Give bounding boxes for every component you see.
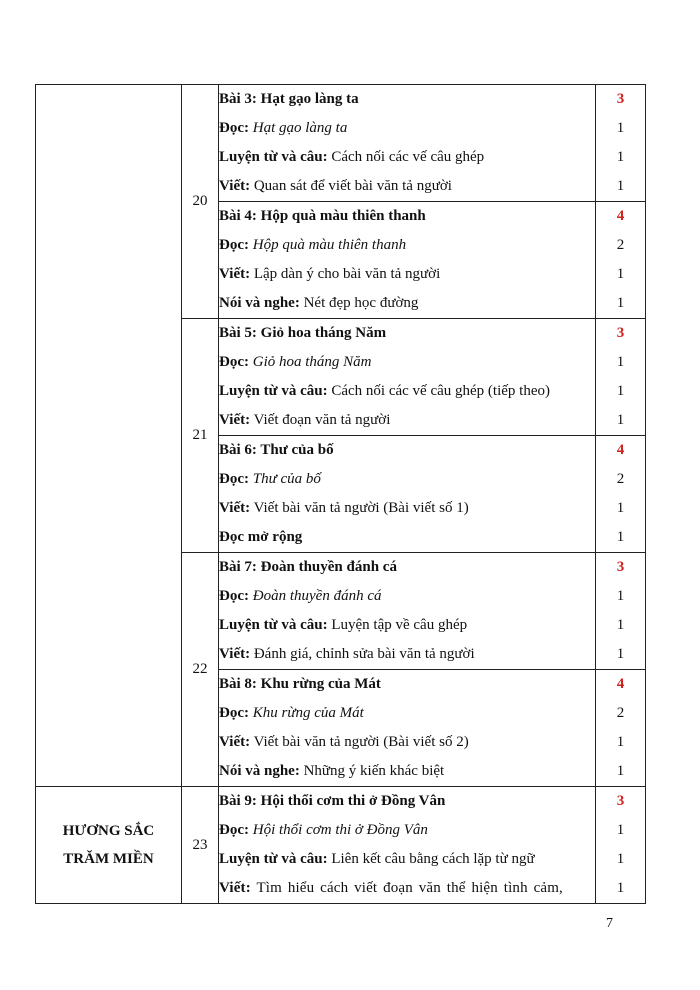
- lesson-period-total: 4: [616, 676, 625, 692]
- week-cell: 22: [182, 553, 219, 787]
- item-periods: 1: [616, 295, 625, 311]
- lesson-item: Viết: Viết bài văn tả người (Bài viết số 1): [219, 500, 469, 516]
- week-cell: 21: [182, 319, 219, 553]
- item-periods: 1: [616, 588, 625, 604]
- page-number: 7: [606, 916, 613, 931]
- item-periods: 1: [616, 646, 625, 662]
- item-periods: 1: [616, 822, 625, 838]
- lesson-period-total: 3: [616, 793, 625, 809]
- lesson-item: Đọc: Hội thổi cơm thi ở Đồng Vân: [219, 822, 428, 838]
- lesson-period-total: 3: [616, 325, 625, 341]
- lesson-title: Bài 8: Khu rừng của Mát: [219, 676, 381, 692]
- item-periods: 1: [616, 851, 625, 867]
- item-periods: 1: [616, 763, 625, 779]
- lesson-title: Bài 3: Hạt gạo làng ta: [219, 91, 359, 107]
- lesson-item: Viết: Viết bài văn tả người (Bài viết số 2): [219, 734, 469, 750]
- week-cell: 23: [182, 787, 219, 904]
- lesson-item: Đọc mở rộng: [219, 529, 303, 545]
- lesson-title: Bài 4: Hộp quà màu thiên thanh: [219, 208, 426, 224]
- lesson-title: Bài 6: Thư của bố: [219, 442, 334, 458]
- period-cell: [596, 670, 646, 787]
- table-row: [36, 787, 646, 904]
- lesson-content: [219, 787, 596, 904]
- item-periods: 2: [616, 705, 625, 721]
- period-cell: [596, 85, 646, 202]
- lesson-item: Viết: Lập dàn ý cho bài văn tả người: [219, 266, 441, 282]
- lesson-item: Luyện từ và câu: Cách nối các vế câu ghép (tiếp theo): [219, 383, 550, 399]
- theme-name-line-1: HƯƠNG SẮC: [62, 823, 155, 839]
- item-periods: 1: [616, 120, 625, 136]
- lesson-item: Viết: Tìm hiểu cách viết đoạn văn thể hiện tình cảm,: [219, 880, 563, 896]
- lesson-item: Luyện từ và câu: Luyện tập về câu ghép: [219, 617, 468, 633]
- lesson-period-total: 4: [616, 208, 625, 224]
- lesson-item: Viết: Quan sát để viết bài văn tả người: [219, 178, 452, 194]
- period-cell: [596, 202, 646, 319]
- item-periods: 2: [616, 237, 625, 253]
- lesson-content: [219, 553, 596, 670]
- period-cell: [596, 436, 646, 553]
- lesson-item: Đọc: Giỏ hoa tháng Năm: [219, 354, 372, 370]
- theme-cell: [36, 85, 182, 787]
- item-periods: 1: [616, 354, 625, 370]
- item-periods: 1: [616, 178, 625, 194]
- item-periods: 1: [616, 880, 625, 896]
- lesson-period-total: 3: [616, 559, 625, 575]
- lesson-item: Đọc: Đoàn thuyền đánh cá: [219, 588, 382, 604]
- lesson-content: [219, 319, 596, 436]
- week-cell: 20: [182, 85, 219, 319]
- lesson-content: [219, 202, 596, 319]
- item-periods: 1: [616, 383, 625, 399]
- lesson-item: Nói và nghe: Những ý kiến khác biệt: [219, 763, 445, 779]
- lesson-item: Đọc: Khu rừng của Mát: [219, 705, 364, 721]
- period-cell: [596, 787, 646, 904]
- theme-name-line-2: TRĂM MIỀN: [63, 851, 154, 867]
- item-periods: 2: [616, 471, 625, 487]
- item-periods: 1: [616, 412, 625, 428]
- item-periods: 1: [616, 529, 625, 545]
- lesson-item: Đọc: Hộp quà màu thiên thanh: [219, 237, 407, 253]
- lesson-item: Viết: Viết đoạn văn tả người: [219, 412, 391, 428]
- lesson-item: Nói và nghe: Nét đẹp học đường: [219, 295, 419, 311]
- lesson-period-total: 3: [616, 91, 625, 107]
- item-periods: 1: [616, 734, 625, 750]
- item-periods: 1: [616, 500, 625, 516]
- lesson-content: [219, 670, 596, 787]
- lesson-title: Bài 9: Hội thổi cơm thi ở Đồng Vân: [219, 793, 446, 809]
- item-periods: 1: [616, 266, 625, 282]
- period-cell: [596, 553, 646, 670]
- lesson-content: [219, 85, 596, 202]
- lesson-item: Đọc: Hạt gạo làng ta: [219, 120, 348, 136]
- period-cell: [596, 319, 646, 436]
- lesson-plan-table: [35, 84, 646, 904]
- lesson-content: [219, 436, 596, 553]
- item-periods: 1: [616, 617, 625, 633]
- lesson-item: Luyện từ và câu: Cách nối các vế câu ghép: [219, 149, 485, 165]
- item-periods: 1: [616, 149, 625, 165]
- theme-cell: [36, 787, 182, 904]
- lesson-item: Viết: Đánh giá, chỉnh sửa bài văn tả người: [219, 646, 475, 662]
- lesson-title: Bài 7: Đoàn thuyền đánh cá: [219, 559, 397, 575]
- lesson-period-total: 4: [616, 442, 625, 458]
- table-row: [36, 85, 646, 202]
- lesson-item: Đọc: Thư của bố: [219, 471, 321, 487]
- lesson-title: Bài 5: Giỏ hoa tháng Năm: [219, 325, 387, 341]
- lesson-item: Luyện từ và câu: Liên kết câu bằng cách lặp từ ngữ: [219, 851, 535, 867]
